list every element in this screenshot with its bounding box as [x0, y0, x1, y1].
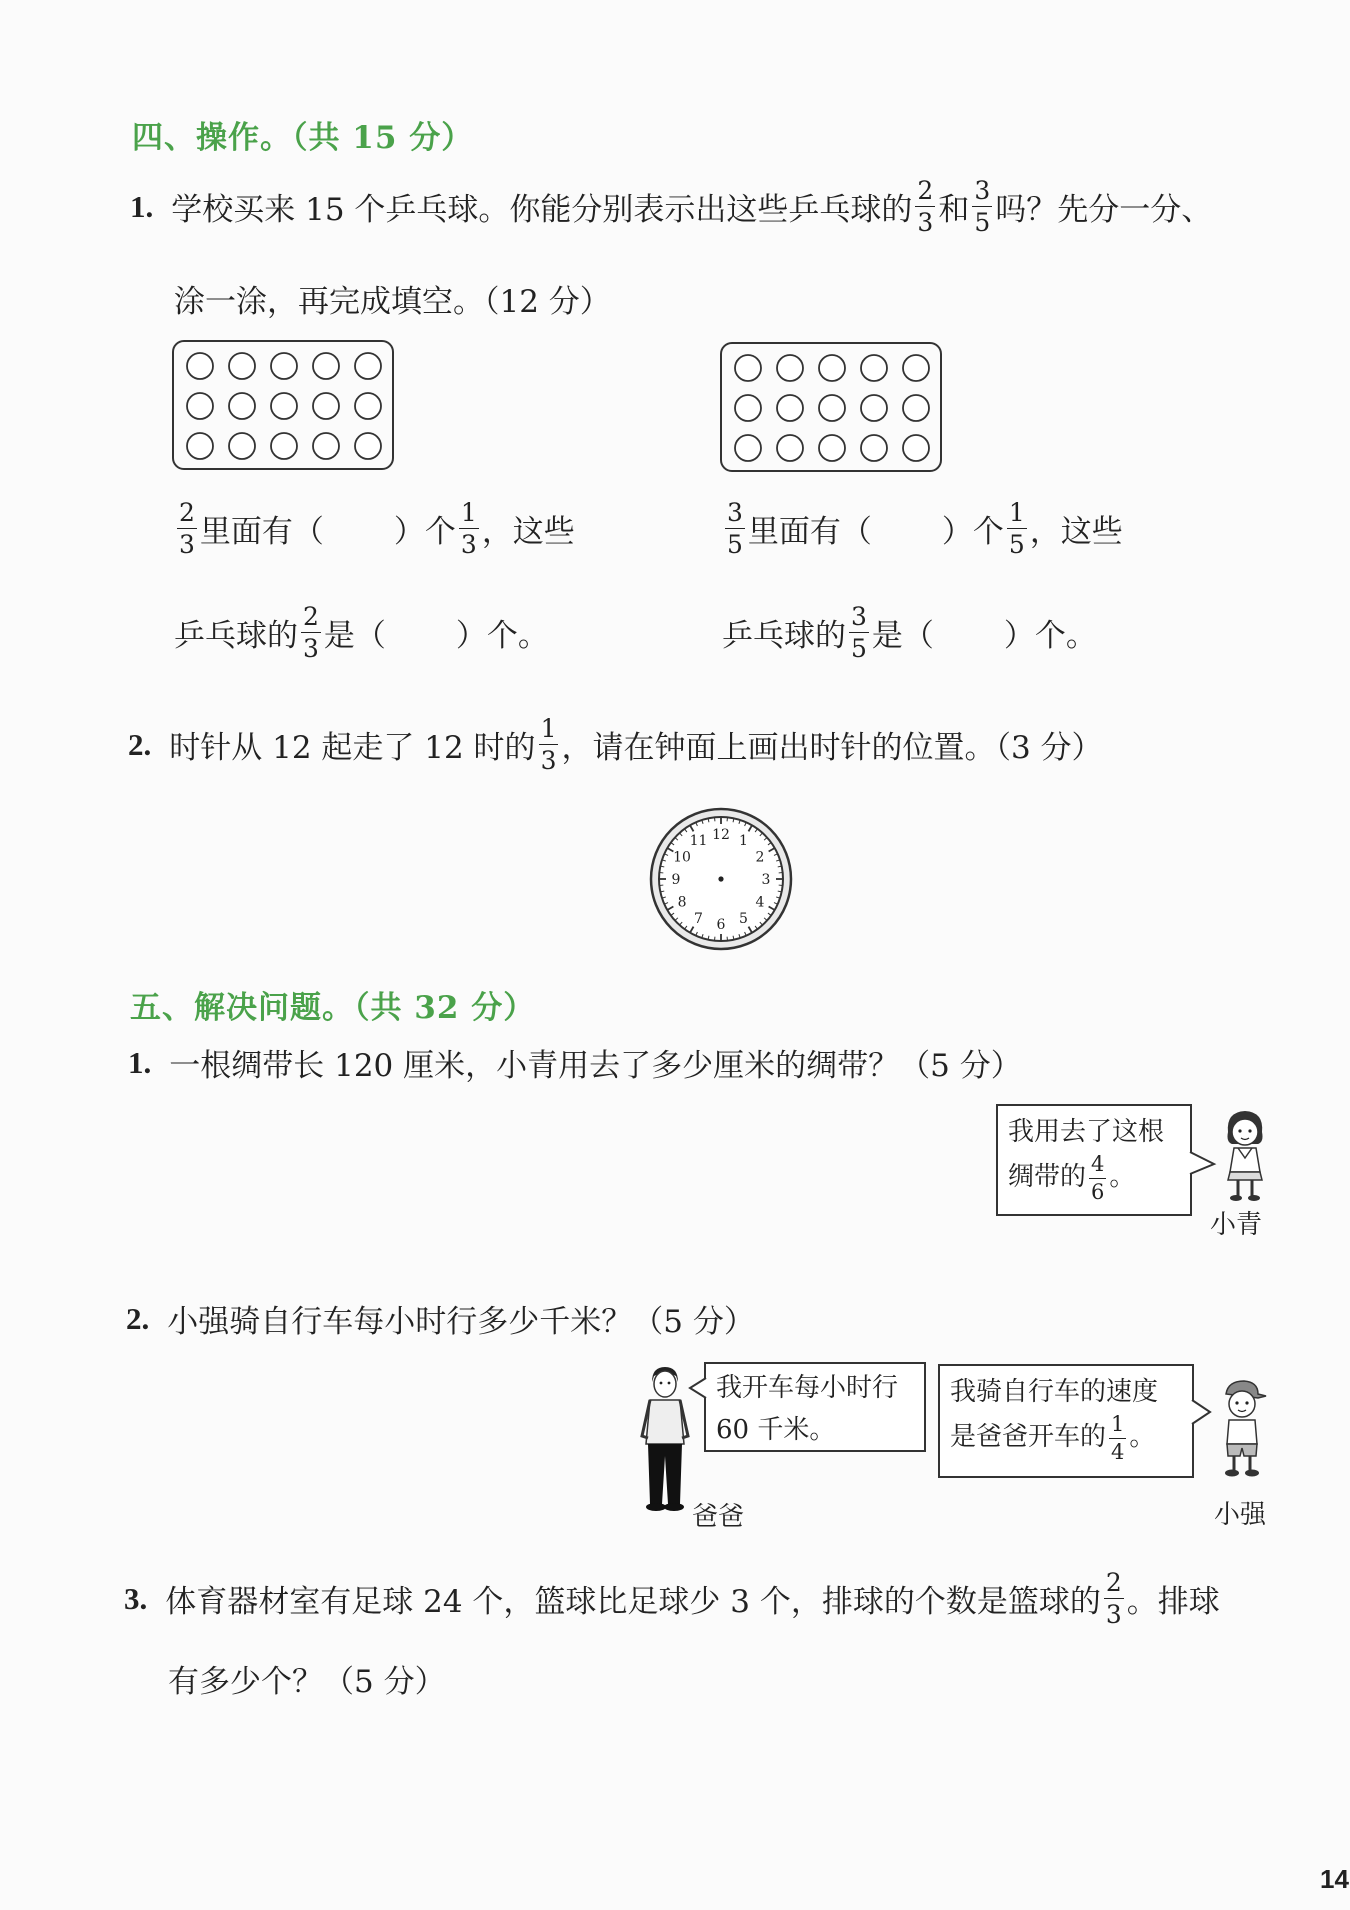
- question-text: 吗？先分一分、: [995, 192, 1213, 228]
- ping-pong-ball[interactable]: [313, 433, 339, 459]
- ping-pong-ball[interactable]: [735, 355, 761, 381]
- speech-bubble-xiaoqiang: 我骑自行车的速度 是爸爸开车的 $\frac{1}{4}$ 。: [938, 1364, 1194, 1478]
- clock-numeral: 10: [673, 849, 691, 866]
- ping-pong-ball[interactable]: [777, 395, 803, 421]
- fraction: $\frac{1}{4}$: [1111, 1411, 1125, 1464]
- question-text: 和: [938, 192, 970, 228]
- question-text: 小强骑自行车每小时行多少千米？（5 分）: [167, 1304, 755, 1340]
- question-number: 2.: [126, 1300, 150, 1336]
- ping-pong-ball[interactable]: [271, 393, 297, 419]
- clock-center-dot: [718, 876, 723, 881]
- clock-numeral: 7: [694, 910, 703, 927]
- question-text: 。排球: [1126, 1584, 1220, 1620]
- bubble-tail-icon: [688, 1376, 708, 1404]
- ping-pong-ball[interactable]: [819, 355, 845, 381]
- ping-pong-ball[interactable]: [903, 435, 929, 461]
- section-5-title: 五、解决问题。（共 32 分）: [130, 990, 536, 1026]
- question-number: 1.: [130, 188, 154, 224]
- s5-q3-line1: [124, 1570, 1220, 1627]
- fill-left-line2: 乒乓球的 $\frac{2}{3}$ 是（ ）个。: [174, 602, 549, 663]
- ping-pong-ball[interactable]: [903, 395, 929, 421]
- fraction: $\frac{3}{5}$: [974, 176, 991, 237]
- ping-pong-ball[interactable]: [271, 433, 297, 459]
- ping-pong-ball[interactable]: [355, 433, 381, 459]
- question-text: ，请在钟面上画出时针的位置。（3 分）: [561, 730, 1103, 766]
- ping-pong-ball[interactable]: [229, 353, 255, 379]
- s5-q2-line: [126, 1296, 755, 1341]
- fraction: $\frac{2}{3}$: [303, 602, 319, 663]
- fraction: $\frac{3}{5}$: [727, 498, 743, 559]
- ping-pong-ball[interactable]: [355, 353, 381, 379]
- ping-pong-ball[interactable]: [229, 393, 255, 419]
- dad-figure-icon: [636, 1364, 694, 1514]
- ping-pong-ball[interactable]: [861, 395, 887, 421]
- section-4-title: 四、操作。（共 15 分）: [132, 120, 474, 156]
- fraction: $\frac{1}{3}$: [460, 498, 477, 559]
- girl-xiaoqing-icon: [1218, 1108, 1272, 1206]
- ping-pong-ball[interactable]: [819, 435, 845, 461]
- fraction: $\frac{2}{3}$: [1105, 1568, 1122, 1629]
- speaker-name-dad: 爸爸: [692, 1502, 745, 1532]
- boy-xiaoqiang-icon: [1214, 1378, 1270, 1480]
- question-number: 3.: [124, 1580, 148, 1616]
- ping-pong-ball[interactable]: [861, 435, 887, 461]
- fraction: $\frac{1}{3}$: [540, 714, 557, 775]
- fraction: $\frac{2}{3}$: [179, 498, 195, 559]
- fraction: $\frac{4}{6}$: [1091, 1151, 1105, 1204]
- speaker-name-xiaoqiang: 小强: [1214, 1500, 1267, 1530]
- ping-pong-ball[interactable]: [355, 393, 381, 419]
- clock-numeral: 5: [739, 910, 748, 927]
- clock-numeral: 8: [677, 894, 687, 911]
- ping-pong-ball[interactable]: [735, 395, 761, 421]
- clock-numeral: 1: [739, 833, 748, 850]
- clock-numeral: 6: [716, 917, 726, 933]
- question-text: 学校买来 15 个乒乓球。你能分别表示出这些乒乓球的: [171, 192, 913, 228]
- speech-bubble-dad: 我开车每小时行 60 千米。: [704, 1362, 926, 1452]
- bubble-tail-icon: [1190, 1398, 1214, 1428]
- fraction: $\frac{3}{5}$: [851, 602, 867, 663]
- fill-left-line1: $\frac{2}{3}$ 里面有（ ）个 $\frac{1}{3}$ ，这些: [179, 498, 575, 559]
- s4-q1-line1: [130, 178, 1212, 235]
- ping-pong-ball[interactable]: [187, 393, 213, 419]
- ping-pong-ball[interactable]: [187, 433, 213, 459]
- fraction: $\frac{1}{5}$: [1008, 498, 1025, 559]
- clock-numeral: 4: [755, 894, 765, 911]
- ping-pong-ball[interactable]: [229, 433, 255, 459]
- s4-q1-line2: 涂一涂，再完成填空。（12 分）: [174, 284, 611, 320]
- ping-pong-ball[interactable]: [777, 355, 803, 381]
- clock-numeral: 3: [761, 872, 771, 888]
- s5-q3-line2: 有多少个？（5 分）: [168, 1664, 446, 1700]
- clock-numeral: 11: [689, 833, 708, 850]
- speaker-name-xiaoqing: 小青: [1210, 1210, 1263, 1240]
- ping-pong-ball[interactable]: [313, 393, 339, 419]
- s4-q2-line: [128, 716, 1103, 773]
- ping-pong-ball[interactable]: [187, 353, 213, 379]
- ping-pong-ball[interactable]: [271, 353, 297, 379]
- s5-q1-line: [128, 1040, 1022, 1085]
- question-text: 时针从 12 起走了 12 时的: [169, 730, 536, 766]
- clock-face[interactable]: [648, 806, 794, 952]
- ping-pong-ball[interactable]: [819, 395, 845, 421]
- question-text: 一根绸带长 120 厘米，小青用去了多少厘米的绸带？（5 分）: [169, 1048, 1022, 1084]
- clock-numeral: 2: [755, 849, 765, 866]
- clock-numeral: 12: [712, 827, 730, 843]
- ping-pong-ball[interactable]: [313, 353, 339, 379]
- ping-pong-ball[interactable]: [777, 435, 803, 461]
- clock-numeral: 9: [671, 872, 681, 888]
- question-number: 1.: [128, 1044, 152, 1080]
- ball-tray-right[interactable]: [720, 342, 942, 472]
- ping-pong-ball[interactable]: [735, 435, 761, 461]
- bubble-tail-icon: [1188, 1150, 1218, 1180]
- question-text: 体育器材室有足球 24 个，篮球比足球少 3 个，排球的个数是篮球的: [165, 1584, 1101, 1620]
- page-number: 14: [1320, 1864, 1349, 1894]
- ball-tray-left[interactable]: [172, 340, 394, 470]
- question-number: 2.: [128, 726, 152, 762]
- fill-right-line1: $\frac{3}{5}$ 里面有（ ）个 $\frac{1}{5}$ ，这些: [727, 498, 1123, 559]
- fill-right-line2: 乒乓球的 $\frac{3}{5}$ 是（ ）个。: [722, 602, 1097, 663]
- ping-pong-ball[interactable]: [861, 355, 887, 381]
- speech-bubble-xiaoqing: 我用去了这根 绸带的 $\frac{4}{6}$ 。: [996, 1104, 1192, 1216]
- ping-pong-ball[interactable]: [903, 355, 929, 381]
- fraction: $\frac{2}{3}$: [917, 176, 934, 237]
